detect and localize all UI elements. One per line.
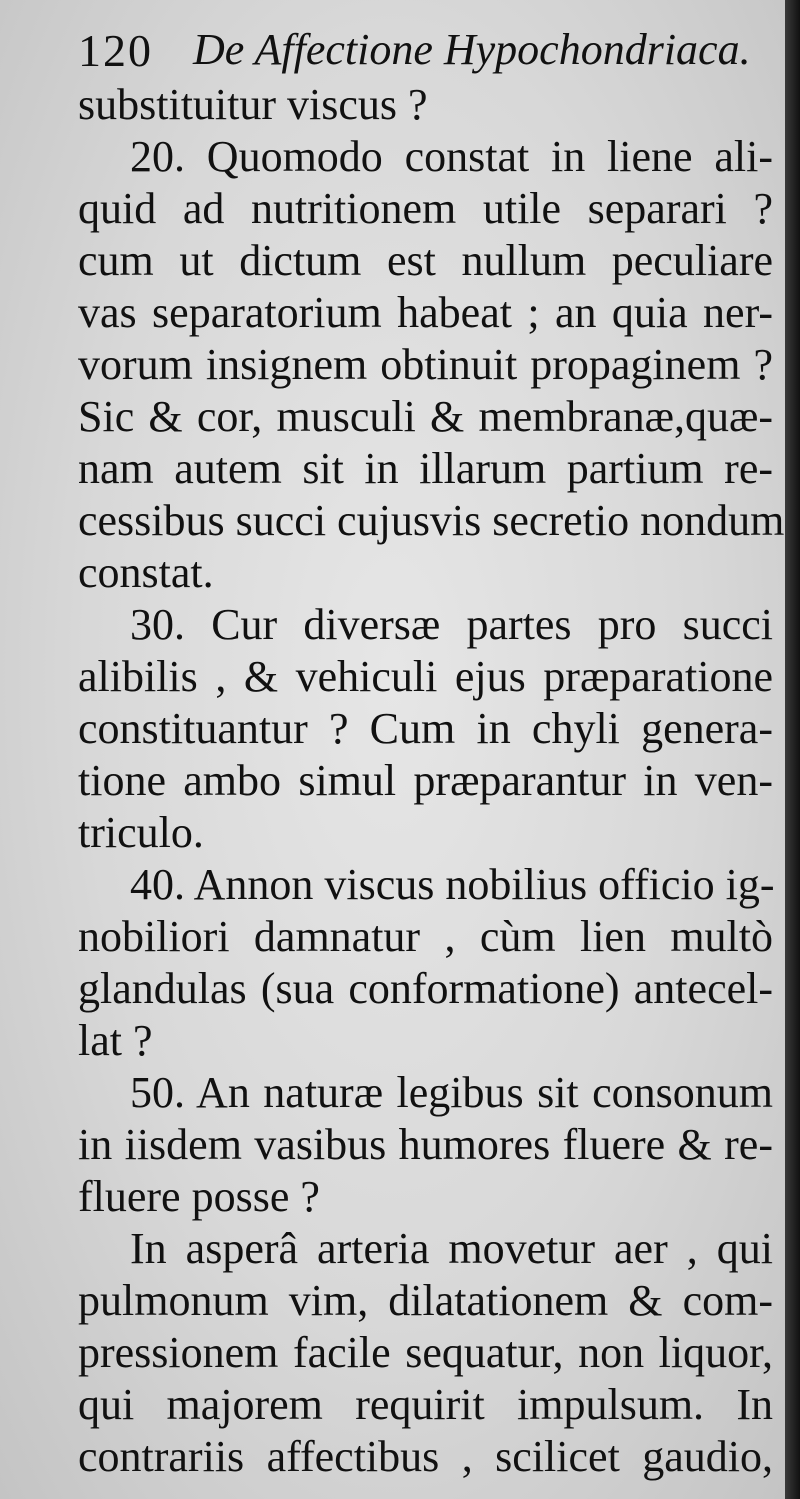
page-number: 120	[78, 25, 153, 76]
text-line: vas separatorium habeat ; an quia ner-	[78, 288, 773, 337]
text-line: cum ut dictum est nullum peculiare	[78, 236, 773, 285]
text-line: in iisdem vasibus humores fluere & re-	[78, 1120, 773, 1169]
text-line: constituantur ? Cum in chyli genera-	[78, 704, 773, 753]
running-title: De Affectione Hypochondriaca.	[193, 25, 751, 74]
text-line: constat.	[78, 548, 214, 597]
text-line: vorum insignem obtinuit propaginem ?	[78, 340, 773, 389]
text-line: 40. Annon viscus nobilius officio ig-	[130, 860, 775, 909]
text-line: 20. Quomodo constat in liene ali-	[130, 132, 773, 181]
text-line: 50. An naturæ legibus sit consonum	[130, 1068, 773, 1117]
text-line: nam autem sit in illarum partium re-	[78, 444, 773, 493]
text-line: glandulas (sua conformatione) antecel-	[78, 964, 773, 1013]
text-line: alibilis , & vehiculi ejus præparatione	[78, 652, 773, 701]
text-line: nobiliori damnatur , cùm lien multò	[78, 912, 773, 961]
text-line: 30. Cur diversæ partes pro succi	[130, 600, 773, 649]
text-line: In asperâ arteria movetur aer , qui	[130, 1224, 773, 1273]
text-line: quid ad nutritionem utile separari ?	[78, 184, 773, 233]
text-line: tione ambo simul præparantur in ven-	[78, 756, 773, 805]
text-line: pressionem facile sequatur, non liquor,	[78, 1328, 773, 1377]
text-line: fluere posse ?	[78, 1172, 320, 1221]
text-line: pulmonum vim, dilatationem & com-	[78, 1276, 773, 1325]
text-line: triculo.	[78, 808, 204, 857]
text-line: qui majorem requirit impulsum. In	[78, 1380, 773, 1429]
page-edge-shadow	[785, 0, 800, 1499]
text-line: cessibus succi cujusvis secretio nondum	[78, 496, 785, 545]
text-line: lat ?	[78, 1016, 153, 1065]
text-line: Sic & cor, musculi & membranæ,quæ-	[78, 392, 773, 441]
text-line: substituitur viscus ?	[78, 80, 428, 129]
page-header	[78, 18, 778, 78]
text-line: contrariis affectibus , scilicet gaudio,	[78, 1432, 773, 1481]
